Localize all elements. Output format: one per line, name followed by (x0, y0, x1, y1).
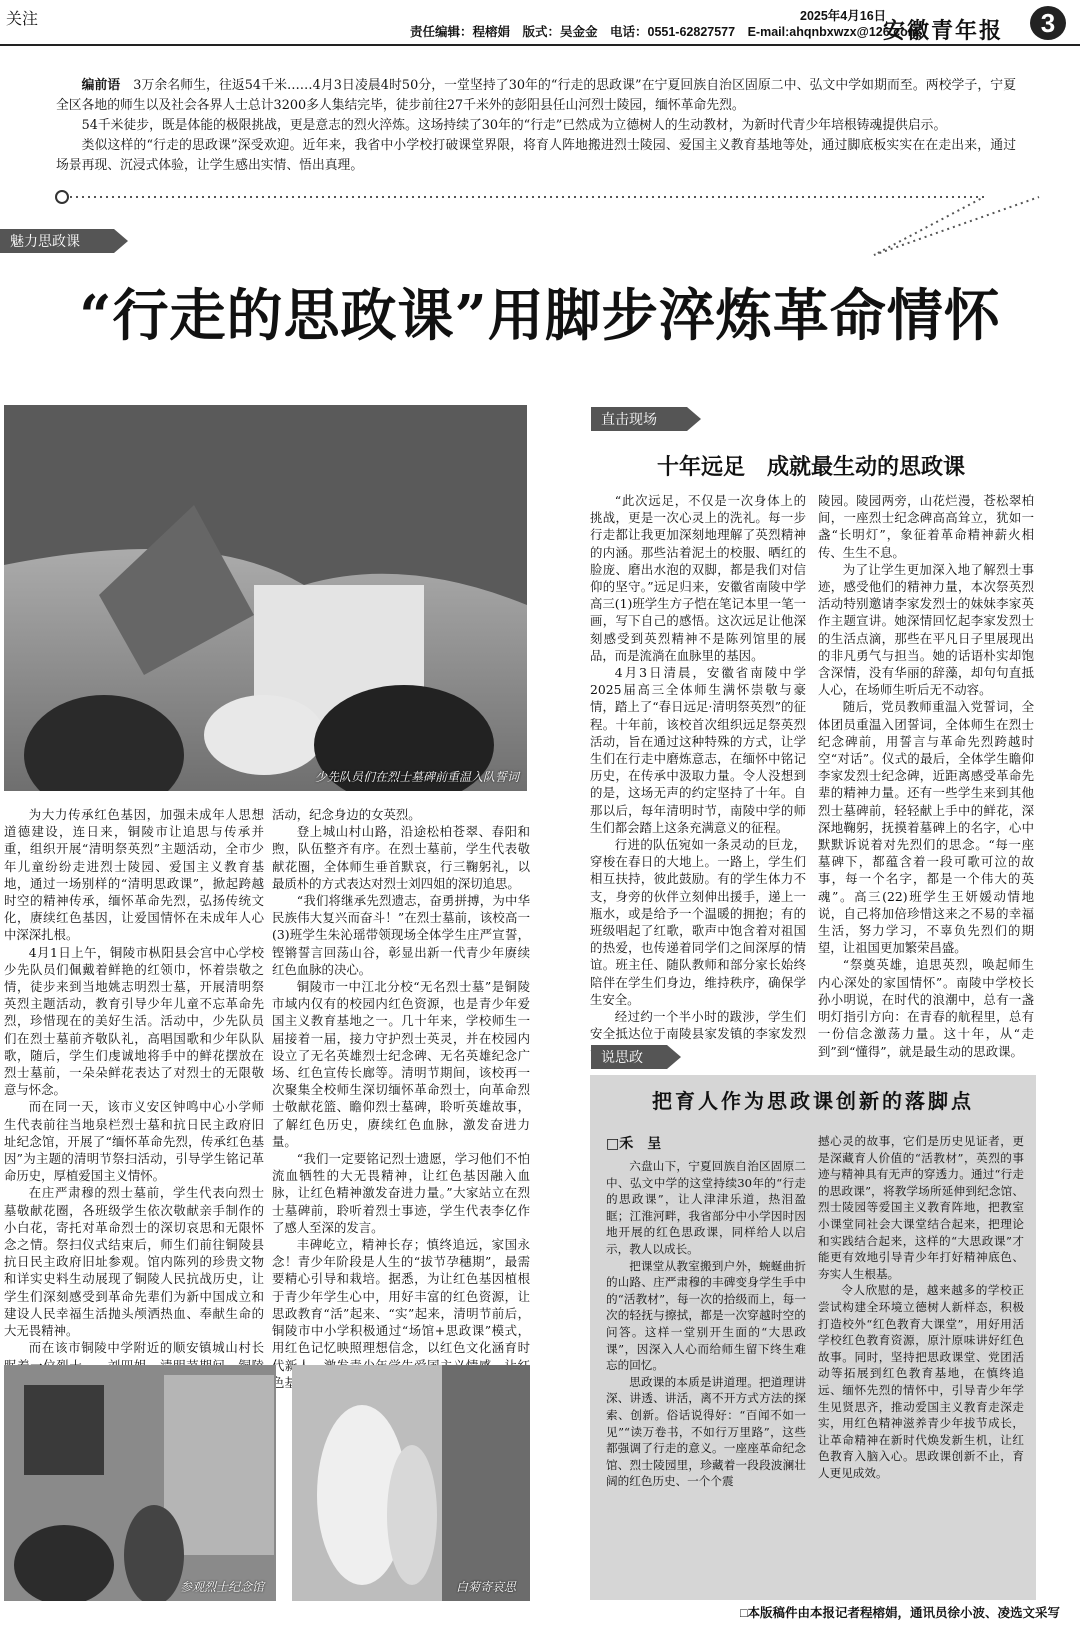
paragraph: 行进的队伍宛如一条灵动的巨龙，穿梭在春日的大地上。一路上，学生们相互扶持，彼此鼓励。有的学生体力不支，身旁的伙伴立刻伸出援手，递上一瓶水，或是给予一个温暖的拥抱；有的班级唱起了红歌，歌声中饱含着对祖国的热爱，也传递着同学们之间深厚的情谊。班主任、随队教师和部分家长始终陪伴在学生们身边，维持秩序，确保学生安全。 (590, 837, 806, 1007)
memorial-photo-caption: 参观烈士纪念馆 (179, 1580, 264, 1594)
main-photo-caption: 少先队员们在烈士墓碑前重温入队誓词 (314, 770, 519, 784)
main-photo (4, 405, 527, 791)
editor-note-p2: 54千米徒步，既是体能的极限挑战，更是意志的烈火淬炼。这场持续了30年的“行走”已然成为立德树人的生动教材，为新时代青少年培根铸魂提供启示。 (81, 118, 947, 133)
editor-note (56, 76, 1016, 176)
paragraph: 随后，党员教师重温入党誓词，全体团员重温入团誓词，全体师生在烈士纪念碑前，用誓言与革命先烈跨越时空“对话”。仪式的最后，全体学生瞻仰李家发烈士纪念碑，近距离感受革命先辈的精神力量。还有一些学生来到其他烈士墓碑前，轻轻献上手中的鲜花，深深地鞠躬，抚摸着墓碑上的名字，心中默默诉说着对先烈们的思念。“每一座墓碑下，都蕴含着一段可歌可泣的故事，每一个名字，都是一个伟大的英魂”。高三(22)班学生王妍媛动情地说，自己将加倍珍惜这来之不易的幸福生活，努力学习，不辜负先烈们的期望，让祖国更加繁荣昌盛。 (818, 699, 1034, 956)
section-ribbon-charm: 魅力思政课 (0, 229, 114, 253)
paragraph: 为了让学生更加深入地了解烈士事迹，感受他们的精神力量，本次祭英烈活动特别邀请李家发烈士的妹妹李家英作主题宣讲。她深情回忆起李家发烈士的生活点滴，那些在平凡日子里展现出的非凡勇气与担当。她的话语朴实却饱含深情，没有华丽的辞藻，却句句直抵人心，在场师生听后无不动容。 (818, 561, 1034, 698)
paragraph: 4月1日上午，铜陵市枞阳县会宫中心学校少先队员们佩戴着鲜艳的红领巾，怀着崇敬之情，徒步来到当地姚志明烈士墓，开展清明祭英烈主题活动，教育引导少年儿童不忘革命先烈，珍惜现在的美好生活。活动中，少先队员们在烈士墓前齐敬队礼，高唱国歌和少年队队歌，随后，学生们虔诚地将手中的鲜花摆放在烈士墓前，一朵朵鲜花表达了对烈士的无限敬意与怀念。 (4, 944, 264, 1098)
opinion-col2 (818, 1133, 1024, 1481)
paragraph: 撼心灵的故事，它们是历史见证者，更是深藏育人价值的“活教材”，英烈的事迹与精神具有无声的穿透力。通过“行走的思政课”，将教学场所延伸到纪念馆、烈士陵园等爱国主义教育阵地，把教室小课堂同社会大课堂结合起来，把理论和实践结合起来，这样的“大思政课”才能更有效地引导青少年打好精神底色、夯实人生根基。 (818, 1134, 1024, 1281)
opinion-title: 把育人作为思政课创新的落脚点 (652, 1089, 974, 1113)
paragraph: “我们一定要铭记烈士遗愿，学习他们不怕流血牺牲的大无畏精神，让红色基因融入血脉，让红色精神激发奋进力量。”大家站立在烈士墓碑前，聆听着烈士事迹，学生代表李亿作了感人至深的发言。 (272, 1151, 530, 1235)
paper-logo: 安徽青年报 (883, 18, 1004, 44)
paragraph: 登上城山村山路，沿途松柏苍翠、春阳和煦，队伍整齐有序。在烈士墓前，学生代表敬献花圈，全体师生垂首默哀，行三鞠躬礼，以最质朴的方式表达对烈士刘四姐的深切追思。 (272, 824, 530, 891)
article-right-col2 (818, 492, 1034, 1060)
paragraph: 活动，纪念身边的女英烈。 (272, 807, 421, 822)
article-left-col2 (272, 806, 530, 1391)
paragraph: 而在该市铜陵中学附近的顺安镇城山村长 (28, 1340, 264, 1356)
section-ribbon-scene: 直击现场 (591, 407, 687, 431)
paragraph: 经过约一个半小时的跋涉，学生们安全抵达位于南陵县家发镇的李家发烈 (590, 1009, 806, 1042)
chrysanthemum-photo-caption: 白菊寄哀思 (455, 1580, 516, 1594)
paragraph: 而在同一天，该市义安区钟鸣中心小学师生代表前往当地泉栏烈士墓和抗日民主政府旧址纪念馆，开展了“缅怀革命先烈，传承红色基因”为主题的清明节祭扫活动，引导学生铭记革命历史，厚植爱国主义情怀。 (4, 1099, 264, 1184)
section-ribbon-opinion: 说思政 (591, 1045, 667, 1069)
paragraph: “祭奠英雄，追思英烈，唤起师生内心深处的家国情怀”。南陵中学校长孙小明说，在时代的浪潮中，总有一盏明灯指引方向：在青春的航程里，总有一份信念激荡力量。这十年，从“走到”到“懂得”，就是最生动的思政课。 (818, 957, 1034, 1059)
paragraph: “此次远足，不仅是一次身体上的挑战，更是一次心灵上的洗礼。每一步行走都让我更加深刻地理解了英烈精神的内涵。那些沾着泥土的校服、晒红的脸庞、磨出水泡的双脚，都是我们对信仰的坚守。”远足归来，安徽省南陵中学高三(1)班学生方子恺在笔记本里一笔一画，写下自己的感悟。这次远足让他深刻感受到英烈精神不是陈列馆里的展品，而是流淌在血脉里的基因。 (590, 493, 806, 663)
byline-footer: □本版稿件由本报记者程榕娟，通讯员徐小波、凌选文采写 (740, 1606, 1061, 1620)
white-chrysanthemum-photo (292, 1365, 530, 1601)
opinion-col1 (606, 1158, 806, 1490)
memorial-hall-image (4, 1365, 276, 1601)
decorative-dotted-line (54, 185, 1044, 260)
editor-note-p3: 类似这样的“行走的思政课”深受欢迎。近年来，我省中小学校打破课堂界限，将育人阵地搬进烈士陵园、爱国主义教育基地等处，通过脚底板实实在在走出来，通过场景再现、沉浸式体验，让学生感出实情、悟出真理。 (56, 138, 1016, 173)
paragraph: “我们将继承先烈遗志，奋勇拼搏，为中华民族伟大复兴而奋斗！”在烈士墓前，该校高一(3)班学生朱沁瑶带领现场全体学生庄严宣誓，铿锵誓言回荡山谷，彰显出新一代青少年赓续红色血脉的决心。 (272, 893, 530, 977)
memorial-hall-photo (4, 1365, 276, 1601)
scene-subheadline: 十年远足 成就最生动的思政课 (656, 454, 965, 480)
section-label: 关注 (6, 11, 39, 28)
paragraph: 为大力传承红色基因，加强未成年人思想道德建设，连日来，铜陵市让追思与传承并重，组织开展“清明祭英烈”主题活动，全市少年儿童纷纷走进烈士陵园、爱国主义教育基地，通过一场别样的“清明思政课”，掀起跨越时空的精神传承，缅怀革命先烈，弘扬传统文化，赓续红色基因，让爱国情怀在未成年人心中深深扎根。 (4, 807, 264, 943)
paragraph: 丰碑屹立，精神长存；慎终追远，家国永念！青少年阶段是人生的“拔节孕穗期”，最需要精心引导和栽培。据悉，为让红色基因植根于青少年学生心中，用好丰富的红色资源，让思政教育“活”起来、“实”起来，清明节前后，铜陵市中小学积极通过“场馆+思政课”模式，用红色记忆映照理想信念，以红色文化涵育时代 色基因 (272, 1237, 530, 1390)
paragraph: 思政课的本质是讲道理。把道理讲深、讲透、讲活，离不开方式方法的探索、创新。俗话说得好：“百闻不如一见”“读万卷书，不如行万里路”，这些都强调了行走的意义。一座座革命纪念馆、烈士陵园里，珍藏着一段段波澜壮阔的红色历史、一个个震 (606, 1374, 806, 1489)
editor-note-label: 编前语 (81, 78, 121, 93)
paragraph: 铜陵市一中江北分校“无名烈士墓”是铜陵市域内仅有的校园内红色资源，也是青少年爱国主义教育基地之一。几十年来，学校师生一届接着一届，接力守护烈士英灵，并在校园内设立了无名英雄烈士纪念碑、无名英雄纪念广场、红色宣传长廊等。清明节期间，该校再一次聚集全校师生深切缅怀革命烈士，向革命烈士敬献花篮、瞻仰烈士墓碑，聆听英雄故事，了解红色历史，赓续红色血脉，激发奋进力量。 (272, 979, 530, 1149)
paragraph: 六盘山下，宁夏回族自治区固原二中、弘文中学的这堂持续30年的“行走的思政课”，让人津津乐道，热泪盈眶；江淮河畔，我省部分中小学因时因地开展的红色思政课，同样给人以启示，教人以成长。 (606, 1159, 806, 1256)
main-headline: “行走的思政课”用脚步淬炼革命情怀 (79, 283, 1001, 349)
editor-line: 责任编辑：程榕娟 版式：吴金金 电话：0551-62827577 E-mail:ahqnbxwzx@126.com (410, 25, 919, 39)
paragraph: 4月3日清晨，安徽省南陵中学2025届高三全体师生满怀崇敬与豪情，踏上了“春日远足·清明祭英烈”的征程。十年前，该校首次组织远足祭英烈活动，旨在通过这种特殊的方式，让学生们在行走中磨炼意志，在缅怀中铭记历史，在传承中汲取力量。令人没想到的是，这场无声的约定坚持了十年。自那以后，每年清明时节，南陵中学的师生们都会踏上这条充满意义的征程。 (590, 665, 806, 835)
editor-note-p1: 3万余名师生，往返54千米……4月3日凌晨4时50分，一堂坚持了30年的“行走的思政课”在宁夏回族自治区固原二中、弘文中学如期而至。两校学子，宁夏全区各地的师生以及社会各界人士总计3200多人集结完毕，徒步前往27千米外的彭阳县任山河烈士陵园，缅怀革命先烈。 (56, 78, 1016, 113)
students-flag-photo (4, 405, 527, 791)
paragraph: 在庄严肃穆的烈士墓前，学生代表向烈士墓敬献花圈，各班级学生依次敬献亲手制作的小白花，寄托对革命烈士的深切哀思和无限怀念之情。祭扫仪式结束后，师生们前往铜陵县抗日民主政府旧址参观。馆内陈列的珍贵文物和详实史料生动展现了铜陵人民抗战历史，让学生们深刻感受到革命先辈们为新中国成立和建设人民幸福生活抛头颅洒热血、奉献生命的大无畏精神。 (4, 1185, 264, 1339)
opinion-author: □禾 呈 (606, 1136, 662, 1152)
page-number: 3 (1030, 6, 1066, 40)
issue-date: 2025年4月16日 (800, 9, 887, 23)
chrysanthemum-image (292, 1365, 530, 1601)
article-left-col1 (4, 806, 264, 1408)
paragraph: 陵园。陵园两旁，山花烂漫，苍松翠柏间，一座烈士纪念碑高高耸立，犹如一盏“长明灯”，象征着革命精神薪火相传、生生不息。 (818, 493, 1034, 560)
article-right-col1 (590, 492, 806, 1060)
paragraph: 把课堂从教室搬到户外，蜿蜒曲折的山路、庄严肃穆的丰碑变身学生手中的“活教材”，每一次的拾级而上，每一次的轻抚与擦拭，都是一次穿越时空的问答。这样一堂别开生面的“大思政课”，因深入人心而给师生留下终生难忘的回忆。 (606, 1258, 806, 1373)
paragraph: 令人欣慰的是，越来越多的学校正尝试构建全环境立德树人新样态，积极打造校外“红色教育大课堂”，用好用活学校红色教育资源，原汁原味讲好红色故事。同时，坚持把思政课堂、党团活动等拓展到红色教育基地，在慎终追远、缅怀先烈的情怀中，引导青少年学生见贤思齐，推动爱国主义教育走深走实，用红色精神滋养青少年拔节成长，让革命精神在新时代焕发新生机，让红色教育入脑入心。思政课创新不止，育人更见成效。 (818, 1283, 1024, 1480)
